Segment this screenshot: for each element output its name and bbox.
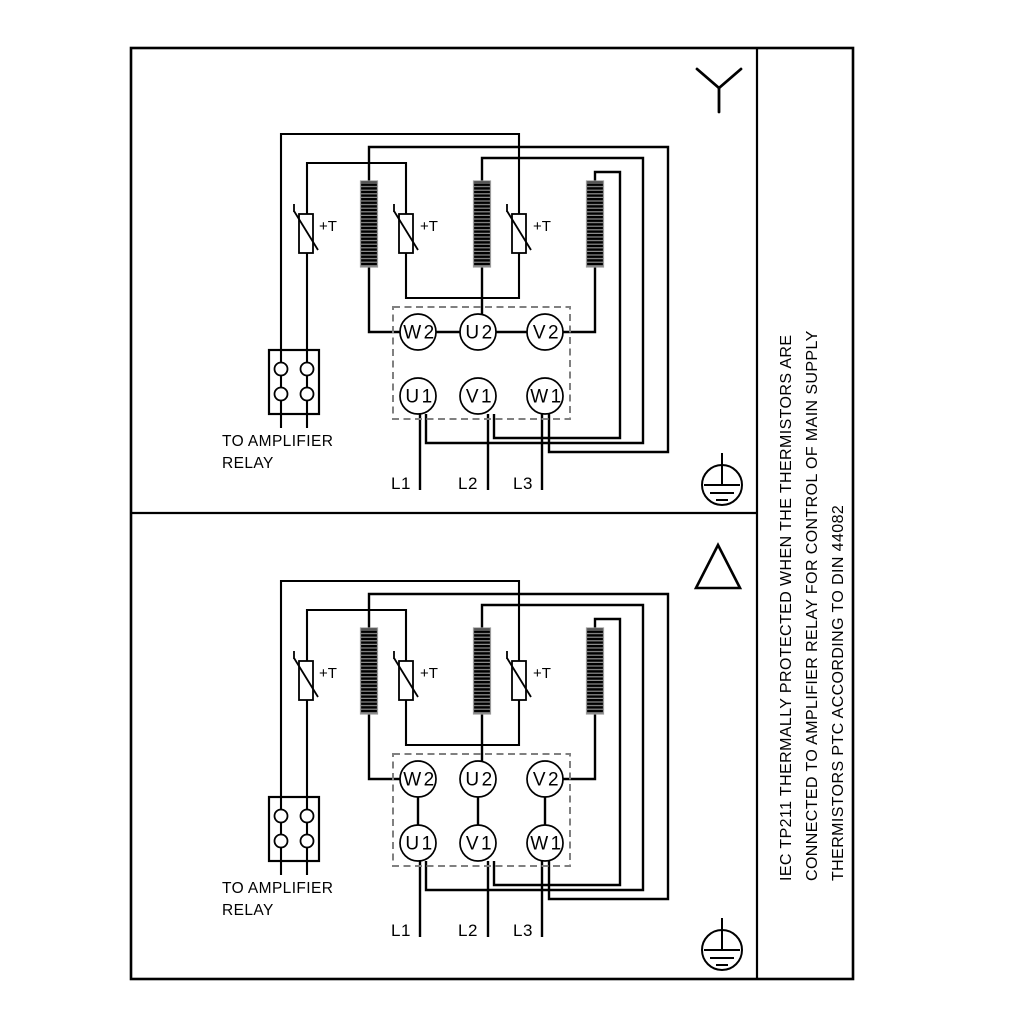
- winding-coils: [361, 181, 604, 267]
- relay-note-line-1: TO AMPLIFIER: [222, 880, 334, 897]
- supply-l2-label: L2: [458, 474, 478, 493]
- relay-pin: [301, 388, 314, 401]
- terminal-u2-label: U2: [465, 769, 495, 791]
- terminal-u1-label: U1: [405, 833, 435, 855]
- relay-pin: [275, 835, 288, 848]
- relay-note-line-2: RELAY: [222, 455, 274, 472]
- panel-delta: [222, 545, 742, 970]
- supply-l3-label: L3: [513, 474, 533, 493]
- coil-w: [361, 181, 378, 267]
- coil-w: [361, 628, 378, 714]
- coil-v: [587, 181, 604, 267]
- thermistor-label: +T: [533, 665, 551, 682]
- thermistors: [294, 651, 551, 700]
- earth-ground-icon: [702, 918, 742, 970]
- relay-note-line-2: RELAY: [222, 902, 274, 919]
- star-connection-icon: [697, 69, 741, 112]
- terminal-labels: [403, 770, 564, 855]
- thermistor-3: [507, 204, 551, 253]
- relay-pin: [301, 835, 314, 848]
- sidebar-note-line-3: THERMISTORS PTC ACCORDING TO DIN 44082: [830, 504, 847, 881]
- terminal-w1-label: W1: [530, 386, 564, 408]
- relay-pin: [301, 363, 314, 376]
- terminal-v1-label: V1: [465, 833, 495, 855]
- terminal-w2-label: W2: [403, 322, 437, 344]
- supply-l3-label: L3: [513, 921, 533, 940]
- winding-v2-wire: [563, 267, 595, 332]
- motor-circuit: [222, 134, 668, 493]
- thermistor-label: +T: [533, 218, 551, 235]
- terminal-w1-label: W1: [530, 833, 564, 855]
- thermistor-3: [507, 651, 551, 700]
- coil-u: [474, 628, 491, 714]
- relay-pin: [275, 810, 288, 823]
- delta-connection-icon: [696, 545, 740, 588]
- relay-note-line-1: TO AMPLIFIER: [222, 433, 334, 450]
- terminal-u1-label: U1: [405, 386, 435, 408]
- sidebar-note-line-1: IEC TP211 THERMALLY PROTECTED WHEN THE THERMISTORS ARE: [778, 334, 795, 881]
- terminal-v2-label: V2: [532, 322, 562, 344]
- panel-star: [222, 69, 742, 505]
- terminal-w2-label: W2: [403, 769, 437, 791]
- supply-l1-label: L1: [391, 921, 411, 940]
- thermistor-label: +T: [319, 218, 337, 235]
- relay-connector: [269, 350, 319, 414]
- winding-v2-wire: [563, 714, 595, 779]
- motor-circuit: [222, 581, 668, 940]
- thermistor-1: [294, 651, 337, 700]
- supply-l1-label: L1: [391, 474, 411, 493]
- thermistors: [294, 204, 551, 253]
- thermistor-2: [394, 651, 438, 700]
- thermistor-1: [294, 204, 337, 253]
- supply-l2-label: L2: [458, 921, 478, 940]
- terminal-u2-label: U2: [465, 322, 495, 344]
- sidebar-note-line-2: CONNECTED TO AMPLIFIER RELAY FOR CONTROL OF MAIN SUPPLY: [804, 330, 821, 881]
- terminal-v2-label: V2: [532, 769, 562, 791]
- terminal-labels: [403, 323, 564, 408]
- thermistor-label: +T: [319, 665, 337, 682]
- earth-ground-icon: [702, 453, 742, 505]
- thermistor-label: +T: [420, 218, 438, 235]
- thermistor-2: [394, 204, 438, 253]
- coil-u: [474, 181, 491, 267]
- relay-connector: [269, 797, 319, 861]
- relay-pin: [275, 388, 288, 401]
- relay-pin: [301, 810, 314, 823]
- thermistor-label: +T: [420, 665, 438, 682]
- relay-pin: [275, 363, 288, 376]
- coil-v: [587, 628, 604, 714]
- terminal-v1-label: V1: [465, 386, 495, 408]
- sidebar-note: [778, 330, 847, 881]
- winding-coils: [361, 628, 604, 714]
